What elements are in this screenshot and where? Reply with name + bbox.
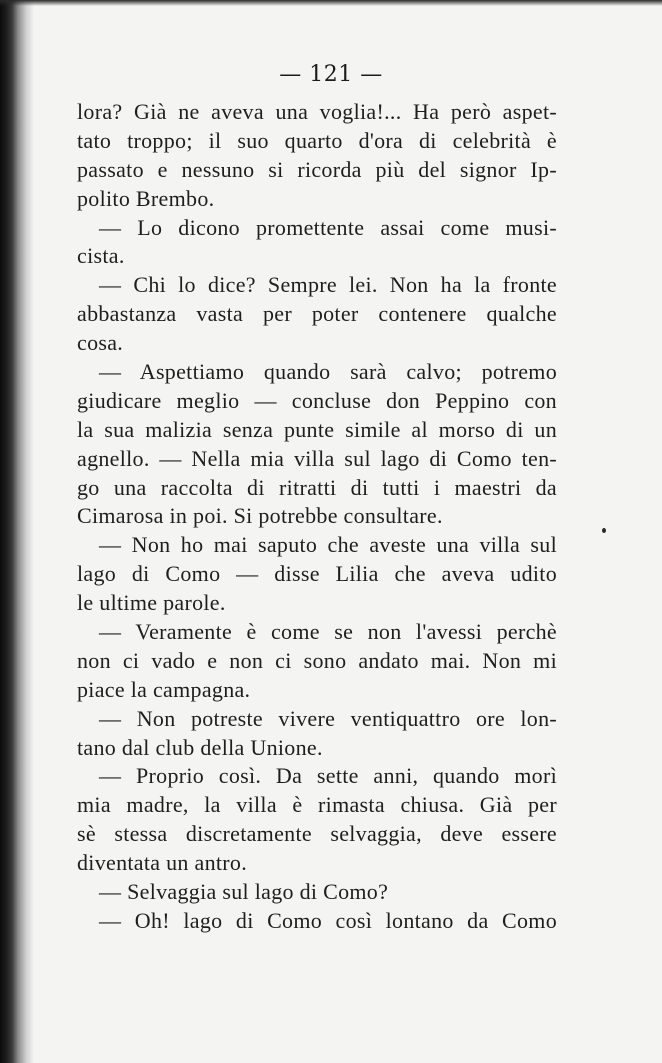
page-top-edge	[0, 0, 662, 6]
text-line: — Aspettiamo quando sarà calvo; potremo	[99, 359, 557, 385]
text-line: tano dal club della Unione.	[77, 734, 323, 760]
text-line: passato e nessuno si ricorda più del signor Ip-	[77, 156, 557, 182]
ink-speck	[602, 528, 606, 533]
text-line: diventata un antro.	[77, 850, 248, 876]
text-line: piace la campagna.	[77, 676, 251, 702]
text-line: — Oh! lago di Como così lontano da Como	[99, 907, 557, 933]
text-line: go una raccolta di ritratti di tutti i maestri da	[77, 474, 557, 500]
text-line: non ci vado e non ci sono andato mai. Non mi	[77, 647, 557, 673]
text-line: cosa.	[77, 330, 124, 356]
text-line: — Non ho mai saputo che aveste una villa sul	[99, 532, 557, 558]
text-line: cista.	[77, 243, 125, 269]
text-line: polito Brembo.	[77, 185, 215, 211]
text-line: agnello. — Nella mia villa sul lago di Como ten-	[77, 445, 557, 471]
text-line: Cimarosa in poi. Si potrebbe consultare.	[77, 503, 443, 529]
text-line: sè stessa discretamente selvaggia, deve essere	[77, 821, 557, 847]
text-line: — Selvaggia sul lago di Como?	[99, 879, 389, 905]
binding-shadow	[0, 0, 34, 1063]
text-line: — Proprio così. Da sette anni, quando morì	[99, 763, 557, 789]
text-line: lora? Già ne aveva una voglia!... Ha però aspet-	[77, 99, 557, 124]
text-line: — Chi lo dice? Sempre lei. Non ha la fronte	[99, 272, 557, 298]
text-line: — Non potreste vivere ventiquattro ore lon-	[99, 705, 557, 731]
text-line: abbastanza vasta per poter contenere qualche	[77, 301, 557, 327]
text-line: giudicare meglio — concluse don Peppino con	[77, 387, 557, 413]
page-number: — 121 —	[279, 62, 383, 87]
text-line: — Veramente è come se non l'avessi perchè	[99, 619, 557, 645]
text-line: tato troppo; il suo quarto d'ora di celebrità è	[77, 127, 557, 153]
text-line: lago di Como — disse Lilia che aveva udito	[77, 561, 557, 587]
text-line: le ultime parole.	[77, 590, 226, 616]
text-line: la sua malizia senza punte simile al morso di un	[77, 416, 557, 442]
text-line: — Lo dicono promettente assai come musi-	[99, 214, 557, 240]
text-line: mia madre, la villa è rimasta chiusa. Già per	[77, 792, 557, 818]
body-text	[77, 98, 557, 936]
